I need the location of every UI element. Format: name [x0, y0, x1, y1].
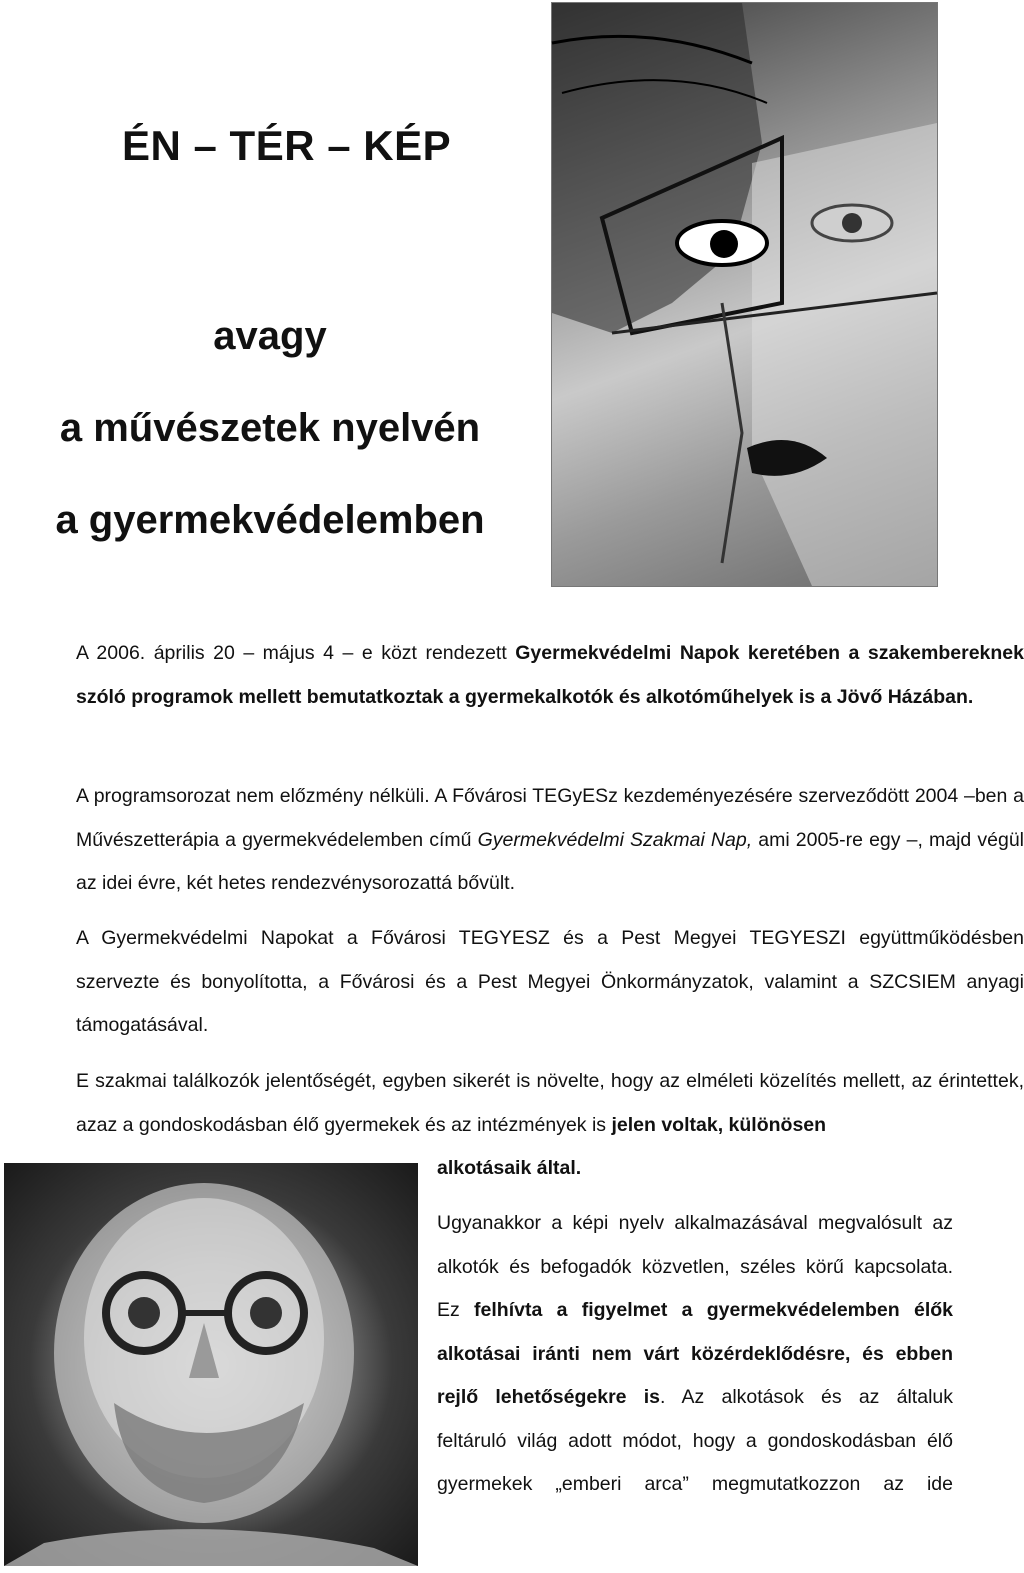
paragraph-5-line-7: gyermekek „emberi arca” megmutatkozzon az ide	[437, 1473, 953, 1495]
paragraph-5-line-2: alkotók és befogadók közvetlen, széles körű kapcsolata.	[437, 1255, 953, 1278]
paragraph-5-line-4: alkotásai iránti nem várt közérdeklődésre, és ebben	[437, 1342, 953, 1365]
sculpture-photo-drawing	[4, 1163, 418, 1566]
paragraph-4-bold-end: alkotásaik által.	[437, 1157, 582, 1179]
paragraph-2-text-end: ami 2005-re egy –, majd végül az idei évre, két hetes rendezvénysorozattá bővült.	[76, 828, 1024, 894]
subtitle-line-2: a művészetek nyelvén	[59, 406, 481, 450]
portrait-painting-drawing	[552, 3, 937, 586]
paragraph-5-line-3-bold: felhívta a figyelmet a gyermekvédelemben élők	[474, 1299, 953, 1321]
paragraph-3: A Gyermekvédelmi Napokat a Fővárosi TEGYESZ és a Pest Megyei TEGYESZI együttműködésben szervezte és bonyolította, a Fővárosi és a Pest Megyei Önkormányzatok, valamint a SZCSIEM anyagi támogatásával.	[76, 927, 1024, 1036]
paragraph-1	[4, 632, 1024, 719]
page-title: ÉN – TÉR – KÉP	[122, 122, 452, 169]
paragraph-5-line-5-text: . Az alkotások és az általuk	[659, 1386, 953, 1408]
paragraph-5	[437, 1202, 953, 1507]
paragraph-4-continuation	[437, 1147, 953, 1191]
paragraph-5-line-3	[437, 1289, 953, 1333]
portrait-painting-image	[551, 2, 938, 587]
paragraph-5-line-3-text: Ez	[437, 1299, 475, 1321]
paragraph-4	[4, 1060, 1024, 1147]
paragraph-2-italic: Gyermekvédelmi Szakmai Nap,	[477, 828, 753, 851]
paragraph-5-line-5-bold: rejlő lehetőségekre is	[437, 1386, 660, 1408]
sculpture-photo-image	[4, 1163, 418, 1566]
paragraph-1-bold: Gyermekvédelmi Napok keretében a szakembereknek szóló programok mellett bemutatkoztak a gyermekalkotók és alkotóműhelyek is a Jövő Házában.	[76, 642, 1024, 708]
paragraph-2	[4, 775, 1024, 906]
subtitle-line-1: avagy	[213, 314, 327, 358]
paragraph-2-text: A programsorozat nem előzmény nélküli. A Fővárosi TEGyESz kezdeményezésére szerveződött 2004 –ben a Művészetterápia a gyermekvédelemben című	[76, 785, 1024, 851]
paragraph-5-line-6: feltáruló világ adott módot, hogy a gondoskodásban élő	[437, 1429, 953, 1452]
paragraph-5-line-5	[437, 1376, 953, 1420]
paragraph-4-bold: jelen voltak, különösen	[611, 1113, 827, 1136]
paragraph-4-text: E szakmai találkozók jelentőségét, egyben sikerét is növelte, hogy az elméleti közelítés mellett, az érintettek, azaz a gondoskodásban élő gyermekek és az intézmények is	[76, 1070, 1024, 1136]
subtitle-line-3: a gyermekvédelemben	[55, 498, 485, 542]
paragraph-5-line-1: Ugyanakkor a képi nyelv alkalmazásával megvalósult az	[437, 1212, 953, 1234]
paragraph-1-text: A 2006. április 20 – május 4 – e közt rendezett	[76, 642, 516, 664]
